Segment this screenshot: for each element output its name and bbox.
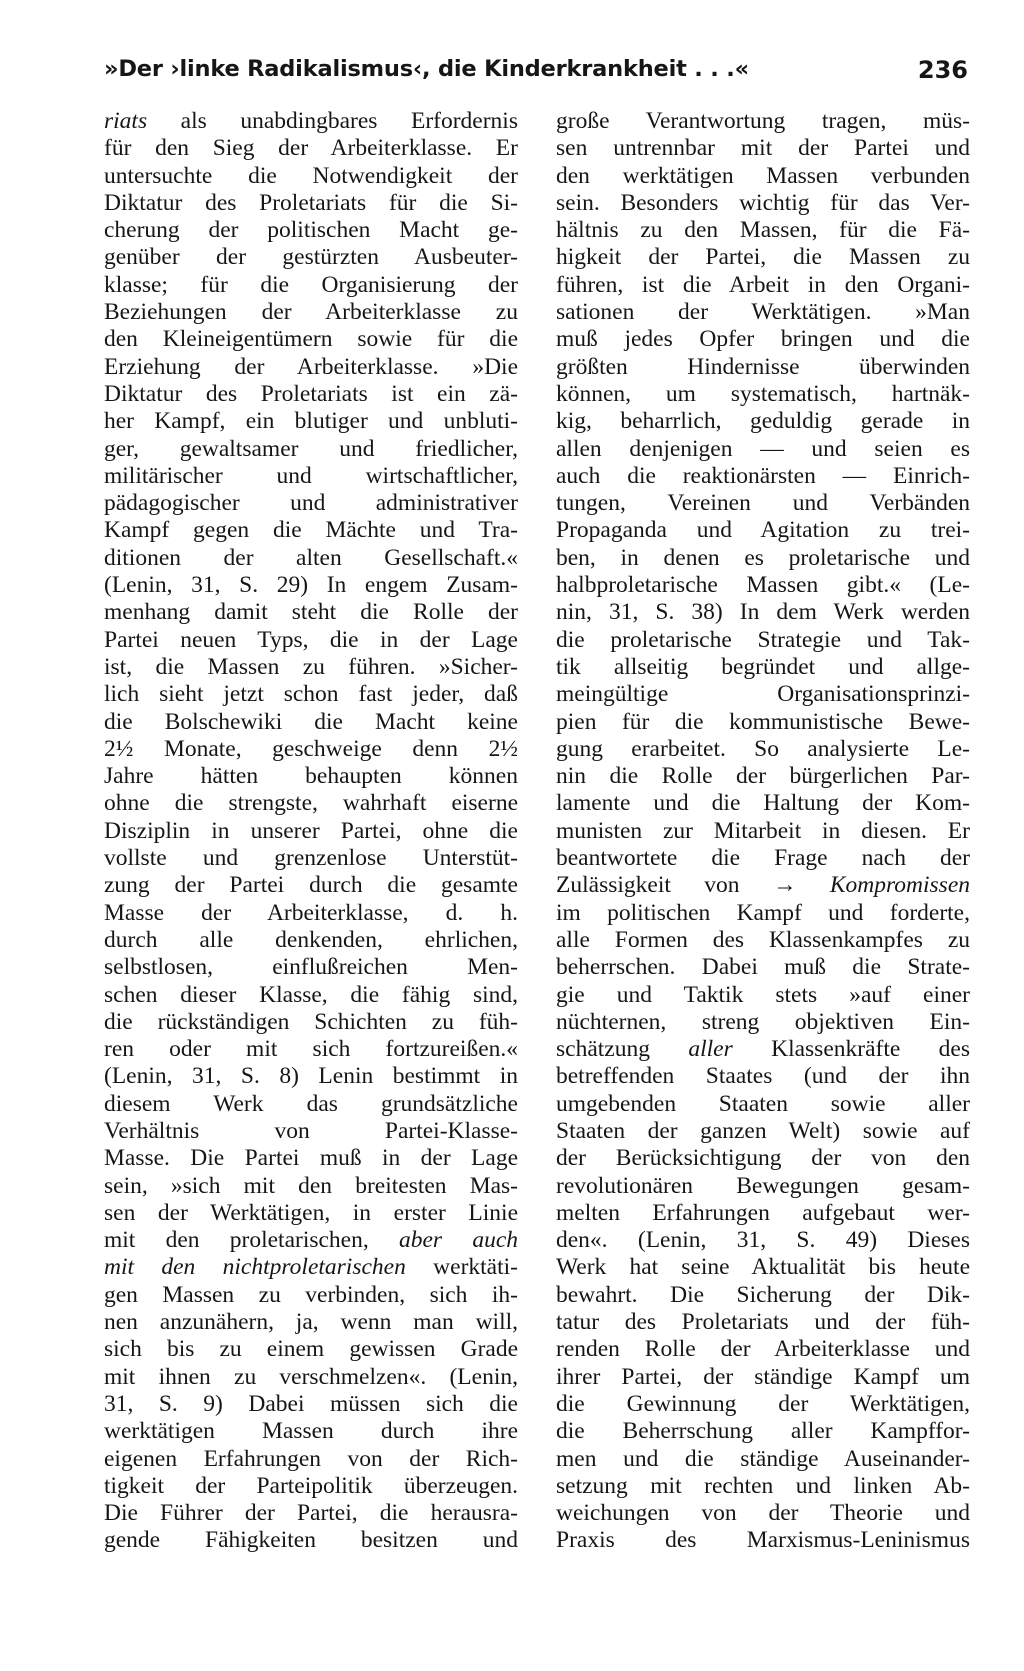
text-line: [104, 1063, 518, 1090]
text-segment: (Lenin, 31, S. 8) Lenin bestimmt in: [104, 1063, 518, 1090]
text-line: [556, 982, 970, 1009]
text-line: [556, 736, 970, 763]
text-segment: werktäti-: [405, 1254, 518, 1281]
text-line: [104, 1336, 518, 1363]
text-line: [104, 272, 518, 299]
text-segment: Diktatur des Proletariats ist ein zä-: [104, 380, 518, 407]
text-segment: ren oder mit sich fortzureißen.«: [104, 1036, 518, 1063]
text-line: [556, 1336, 970, 1363]
text-segment: betreffenden Staates (und der ihn: [556, 1063, 970, 1090]
text-segment: eigenen Erfahrungen von der Rich-: [104, 1445, 518, 1472]
text-segment: werktätigen Massen durch ihre: [104, 1418, 518, 1445]
text-line: [556, 1418, 970, 1445]
text-line: [556, 1500, 970, 1527]
text-line: [104, 1200, 518, 1227]
text-segment: renden Rolle der Arbeiterklasse und: [556, 1336, 970, 1363]
text-segment: sein, »sich mit den breitesten Mas-: [104, 1172, 518, 1199]
text-line: [556, 1446, 970, 1473]
text-segment: Staaten der ganzen Welt) sowie auf: [556, 1117, 970, 1144]
text-line: [556, 954, 970, 981]
text-line: [104, 681, 518, 708]
text-segment: als unabdingbares Erfordernis: [147, 108, 518, 134]
text-line: [556, 490, 970, 517]
text-line: [104, 572, 518, 599]
text-segment: Erziehung der Arbeiterklasse. »Die: [104, 353, 518, 380]
text-segment: genüber der gestürzten Ausbeuter-: [104, 244, 518, 271]
text-line: [556, 217, 970, 244]
text-line: [556, 463, 970, 490]
text-segment: Jahre hätten behaupten können: [104, 763, 518, 790]
text-segment: große Verantwortung tragen, müs-: [556, 108, 970, 134]
text-line: [556, 135, 970, 162]
text-line: [104, 108, 518, 135]
text-line: [104, 463, 518, 490]
text-line: [556, 1282, 970, 1309]
text-line: [556, 1173, 970, 1200]
text-segment: ditionen der alten Gesellschaft.«: [104, 544, 518, 571]
text-segment: Masse der Arbeiterklasse, d. h.: [104, 899, 518, 926]
text-segment: aber auch: [399, 1227, 519, 1254]
text-line: [104, 900, 518, 927]
text-line: [104, 217, 518, 244]
text-segment: gung erarbeitet. So analysierte Le-: [556, 735, 970, 762]
text-segment: lamente und die Haltung der Kom-: [556, 790, 970, 817]
text-segment: Praxis des Marxismus-Leninismus: [556, 1527, 970, 1554]
text-line: [104, 135, 518, 162]
text-line: [104, 1418, 518, 1445]
text-line: [104, 1091, 518, 1118]
text-segment: mit den proletarischen,: [104, 1227, 399, 1254]
text-segment: die rückständigen Schichten zu füh-: [104, 1008, 518, 1035]
text-line: [104, 1118, 518, 1145]
text-segment: beantwortete die Frage nach der: [556, 845, 970, 872]
text-segment: Kampf gegen die Mächte und Tra-: [104, 517, 518, 544]
text-segment: die Beherrschung aller Kampffor-: [556, 1418, 970, 1445]
text-segment: tigkeit der Parteipolitik überzeugen.: [104, 1472, 518, 1499]
text-segment: beherrschen. Dabei muß die Strate-: [556, 954, 970, 981]
text-segment: sein. Besonders wichtig für das Ver-: [556, 189, 970, 216]
text-line: [556, 1118, 970, 1145]
text-segment: munisten zur Mitarbeit in diesen. Er: [556, 817, 970, 844]
text-line: [556, 545, 970, 572]
text-line: [104, 627, 518, 654]
text-line: [556, 845, 970, 872]
text-segment: alle Formen des Klassenkampfes zu: [556, 926, 970, 953]
text-segment: nin, 31, S. 38) In dem Werk werden: [556, 599, 970, 626]
text-segment: Disziplin in unserer Partei, ohne die: [104, 817, 518, 844]
text-line: [104, 654, 518, 681]
text-line: [104, 1173, 518, 1200]
text-segment: schätzung: [556, 1036, 689, 1063]
text-line: [556, 1009, 970, 1036]
text-segment: halbproletarische Massen gibt.« (Le-: [556, 572, 970, 599]
text-segment: aller: [688, 1036, 733, 1063]
text-line: [104, 490, 518, 517]
text-line: [104, 190, 518, 217]
text-line: [556, 681, 970, 708]
text-line: [556, 818, 970, 845]
text-line: [556, 900, 970, 927]
text-line: [104, 982, 518, 1009]
text-line: [104, 326, 518, 353]
text-segment: Kompromissen: [829, 872, 970, 899]
text-segment: ohne die strengste, wahrhaft eiserne: [104, 790, 518, 817]
text-segment: den Kleineigentümern sowie für die: [104, 326, 518, 353]
text-segment: die Gewinnung der Werktätigen,: [556, 1390, 970, 1417]
text-line: [556, 1036, 970, 1063]
text-segment: allen denjenigen — und seien es: [556, 435, 970, 462]
text-segment: Verhältnis von Partei-Klasse-: [104, 1117, 518, 1144]
text-segment: Zulässigkeit von →: [556, 872, 830, 899]
text-segment: die Bolschewiki die Macht keine: [104, 708, 518, 735]
text-segment: nin die Rolle der bürgerlichen Par-: [556, 763, 970, 790]
text-segment: mit ihnen zu verschmelzen«. (Lenin,: [104, 1363, 518, 1390]
text-line: [104, 1036, 518, 1063]
text-line: [556, 517, 970, 544]
text-line: [104, 517, 518, 544]
text-line: [104, 1309, 518, 1336]
text-line: [104, 927, 518, 954]
running-title: »Der ›linke Radikalismus‹, die Kinderkrankheit . . .«: [104, 56, 749, 82]
text-line: [104, 845, 518, 872]
text-segment: bewahrt. Die Sicherung der Dik-: [556, 1281, 970, 1308]
text-segment: sationen der Werktätigen. »Man: [556, 299, 970, 326]
text-segment: tatur des Proletariats und der füh-: [556, 1309, 970, 1336]
text-segment: ihrer Partei, der ständige Kampf um: [556, 1363, 970, 1390]
text-segment: ger, gewaltsamer und friedlicher,: [104, 435, 518, 462]
text-line: [104, 1282, 518, 1309]
text-segment: der Berücksichtigung der von den: [556, 1145, 970, 1172]
text-line: [104, 408, 518, 435]
text-segment: klasse; für die Organisierung der: [104, 271, 518, 298]
text-segment: Klassenkräfte des: [732, 1036, 970, 1063]
text-segment: hältnis zu den Massen, für die Fä-: [556, 217, 970, 244]
text-segment: umgebenden Staaten sowie aller: [556, 1090, 970, 1117]
text-line: [104, 763, 518, 790]
text-line: [556, 599, 970, 626]
text-line: [104, 954, 518, 981]
text-segment: pien für die kommunistische Bewe-: [556, 708, 970, 735]
text-line: [104, 1473, 518, 1500]
text-line: [104, 736, 518, 763]
text-line: [556, 299, 970, 326]
text-segment: muß jedes Opfer bringen und die: [556, 326, 970, 353]
text-line: [556, 1309, 970, 1336]
text-segment: cherung der politischen Macht ge-: [104, 217, 518, 244]
text-segment: tik allseitig begründet und allge-: [556, 653, 970, 680]
text-line: [556, 1364, 970, 1391]
text-line: [556, 108, 970, 135]
text-line: [556, 654, 970, 681]
text-line: [556, 163, 970, 190]
text-segment: ben, in denen es proletarische und: [556, 544, 970, 571]
text-segment: schen dieser Klasse, die fähig sind,: [104, 981, 518, 1008]
text-segment: 2½ Monate, geschweige denn 2½: [104, 735, 518, 762]
text-segment: militärischer und wirtschaftlicher,: [104, 462, 518, 489]
text-line: [556, 190, 970, 217]
text-line: [104, 1364, 518, 1391]
text-line: [104, 1391, 518, 1418]
text-segment: im politischen Kampf und forderte,: [556, 899, 970, 926]
text-line: [556, 244, 970, 271]
text-segment: higkeit der Partei, die Massen zu: [556, 244, 970, 271]
text-segment: können, um systematisch, hartnäk-: [556, 380, 970, 407]
text-segment: setzung mit rechten und linken Ab-: [556, 1472, 970, 1499]
text-line: [104, 381, 518, 408]
text-segment: menhang damit steht die Rolle der: [104, 599, 518, 626]
text-segment: men und die ständige Auseinander-: [556, 1445, 970, 1472]
text-segment: Diktatur des Proletariats für die Si-: [104, 189, 518, 216]
text-line: [556, 1091, 970, 1118]
text-segment: ist, die Massen zu führen. »Sicher-: [104, 653, 518, 680]
text-line: [104, 790, 518, 817]
text-segment: sen untrennbar mit der Partei und: [556, 135, 970, 162]
text-line: [556, 763, 970, 790]
text-line: [556, 1254, 970, 1281]
text-line: [556, 1063, 970, 1090]
text-segment: zung der Partei durch die gesamte: [104, 872, 518, 899]
text-segment: durch alle denkenden, ehrlichen,: [104, 926, 518, 953]
text-line: [556, 408, 970, 435]
text-segment: Beziehungen der Arbeiterklasse zu: [104, 299, 518, 326]
text-line: [104, 1254, 518, 1281]
text-segment: vollste und grenzenlose Unterstüt-: [104, 845, 518, 872]
left-text-column: [104, 108, 518, 1555]
text-line: [556, 354, 970, 381]
text-segment: den werktätigen Massen verbunden: [556, 162, 970, 189]
page-number: 236: [917, 56, 968, 84]
text-line: [104, 244, 518, 271]
text-segment: nüchternen, streng objektiven Ein-: [556, 1008, 970, 1035]
text-segment: führen, ist die Arbeit in den Organi-: [556, 271, 970, 298]
text-line: [556, 572, 970, 599]
text-line: [556, 272, 970, 299]
text-segment: gende Fähigkeiten besitzen und: [104, 1527, 518, 1554]
text-segment: meingültige Organisationsprinzi-: [556, 681, 970, 708]
text-segment: den«. (Lenin, 31, S. 49) Dieses: [556, 1227, 970, 1254]
text-line: [104, 1500, 518, 1527]
text-line: [104, 872, 518, 899]
text-segment: revolutionären Bewegungen gesam-: [556, 1172, 970, 1199]
text-line: [556, 436, 970, 463]
text-segment: diesem Werk das grundsätzliche: [104, 1090, 518, 1117]
text-segment: melten Erfahrungen aufgebaut wer-: [556, 1199, 970, 1226]
text-segment: kig, beharrlich, geduldig gerade in: [556, 408, 970, 435]
text-segment: größten Hindernisse überwinden: [556, 353, 970, 380]
text-line: [104, 299, 518, 326]
text-segment: mit den nichtproletarischen: [104, 1254, 406, 1281]
text-line: [104, 1527, 518, 1554]
text-segment: riats: [104, 108, 148, 134]
text-line: [104, 1009, 518, 1036]
text-line: [104, 436, 518, 463]
text-segment: pädagogischer und administrativer: [104, 490, 518, 517]
text-segment: untersuchte die Notwendigkeit der: [104, 162, 518, 189]
text-line: [104, 354, 518, 381]
text-segment: gen Massen zu verbinden, sich ih-: [104, 1281, 518, 1308]
text-line: [104, 818, 518, 845]
text-segment: her Kampf, ein blutiger und unbluti-: [104, 408, 518, 435]
text-segment: weichungen von der Theorie und: [556, 1500, 970, 1527]
text-line: [556, 872, 970, 899]
text-segment: sen der Werktätigen, in erster Linie: [104, 1199, 518, 1226]
text-segment: Propaganda und Agitation zu trei-: [556, 517, 970, 544]
text-line: [556, 1200, 970, 1227]
text-segment: tungen, Vereinen und Verbänden: [556, 490, 970, 517]
text-line: [556, 381, 970, 408]
text-line: [556, 326, 970, 353]
text-line: [556, 1473, 970, 1500]
text-line: [556, 709, 970, 736]
text-segment: die proletarische Strategie und Tak-: [556, 626, 970, 653]
running-header: [104, 56, 968, 100]
text-segment: Partei neuen Typs, die in der Lage: [104, 626, 518, 653]
text-line: [556, 1227, 970, 1254]
text-segment: sich bis zu einem gewissen Grade: [104, 1336, 518, 1363]
text-line: [556, 1527, 970, 1554]
text-line: [556, 1145, 970, 1172]
text-line: [104, 545, 518, 572]
text-line: [104, 1227, 518, 1254]
text-line: [104, 1145, 518, 1172]
text-segment: (Lenin, 31, S. 29) In engem Zusam-: [104, 572, 518, 599]
text-segment: auch die reaktionärsten — Einrich-: [556, 462, 970, 489]
text-line: [104, 709, 518, 736]
text-line: [556, 1391, 970, 1418]
text-line: [104, 163, 518, 190]
text-segment: 31, S. 9) Dabei müssen sich die: [104, 1390, 518, 1417]
text-line: [556, 790, 970, 817]
text-segment: nen anzunähern, ja, wenn man will,: [104, 1309, 518, 1336]
text-line: [556, 927, 970, 954]
text-line: [104, 599, 518, 626]
text-line: [104, 1446, 518, 1473]
text-segment: Werk hat seine Aktualität bis heute: [556, 1254, 970, 1281]
text-segment: selbstlosen, einflußreichen Men-: [104, 954, 518, 981]
text-segment: Masse. Die Partei muß in der Lage: [104, 1145, 518, 1172]
text-segment: gie und Taktik stets »auf einer: [556, 981, 970, 1008]
text-segment: lich sieht jetzt schon fast jeder, daß: [104, 681, 518, 708]
text-line: [556, 627, 970, 654]
text-segment: Die Führer der Partei, die herausra-: [104, 1500, 518, 1527]
right-text-column: [556, 108, 970, 1555]
text-segment: für den Sieg der Arbeiterklasse. Er: [104, 135, 518, 162]
